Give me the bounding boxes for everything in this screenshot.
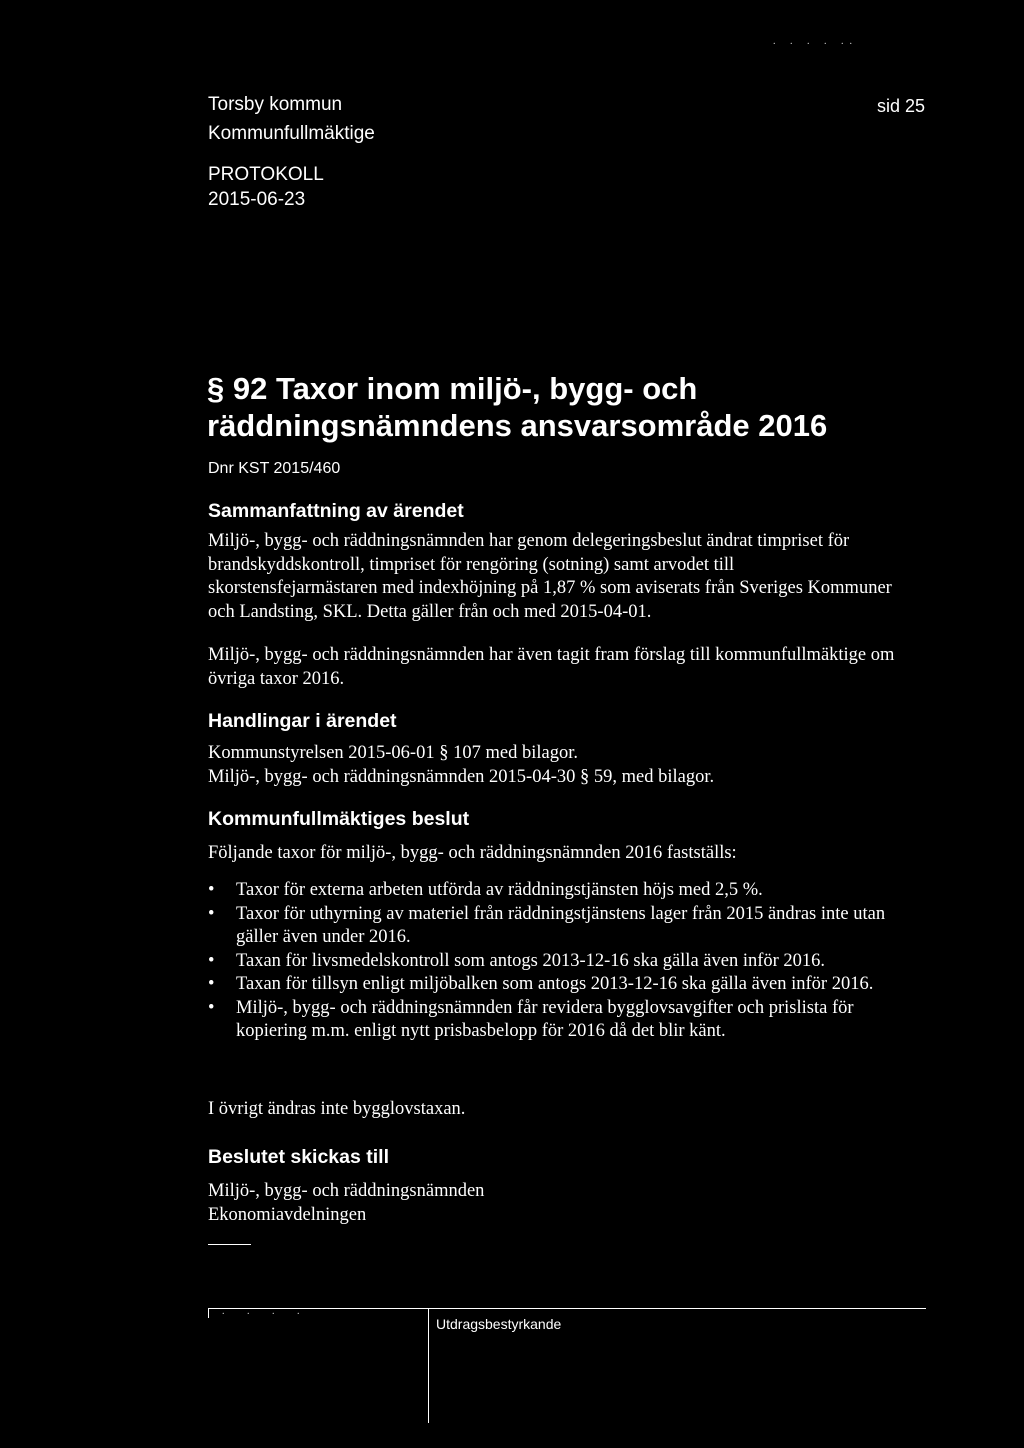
bullet-icon: • bbox=[208, 880, 215, 900]
decision-list bbox=[208, 879, 908, 1044]
page-title: § 92 Taxor inom miljö-, bygg- och räddningsnämndens ansvarsområde 2016 bbox=[207, 371, 828, 443]
case-number: Dnr KST 2015/460 bbox=[208, 460, 341, 477]
list-item-text: Taxor för uthyrning av materiel från räddningstjänstens lager från 2015 ändras inte utan gäller även under 2016. bbox=[236, 903, 886, 947]
header-organization: Torsby kommun bbox=[208, 94, 343, 115]
recipient-1: Miljö-, bygg- och räddningsnämnden bbox=[208, 1181, 485, 1201]
footer-divider bbox=[428, 1308, 429, 1423]
documents-line-2: Miljö-, bygg- och räddningsnämnden 2015-04-30 § 59, med bilagor. bbox=[208, 767, 715, 787]
footer-signature-marks: . . . . bbox=[222, 1306, 310, 1317]
bullet-icon: • bbox=[208, 950, 215, 971]
footer-tick bbox=[208, 1308, 209, 1318]
documents-line-1: Kommunstyrelsen 2015-06-01 § 107 med bilagor. bbox=[208, 743, 578, 763]
list-item bbox=[208, 973, 908, 997]
list-item bbox=[208, 950, 908, 974]
bullet-icon: • bbox=[208, 997, 215, 1018]
summary-paragraph-2: Miljö-, bygg- och räddningsnämnden har även tagit fram förslag till kommunfullmäktige om övriga taxor 2016. bbox=[208, 645, 895, 689]
footer-label: Utdragsbestyrkande bbox=[436, 1316, 562, 1332]
bullet-icon: • bbox=[208, 974, 215, 994]
footer-rule bbox=[208, 1308, 926, 1309]
summary-heading: Sammanfattning av ärendet bbox=[208, 500, 464, 522]
header-date: 2015-06-23 bbox=[208, 189, 306, 210]
recipients-heading: Beslutet skickas till bbox=[208, 1146, 390, 1168]
bullet-icon: • bbox=[208, 903, 215, 924]
decision-closing: I övrigt ändras inte bygglovstaxan. bbox=[208, 1099, 466, 1119]
page-number: sid 25 bbox=[877, 96, 926, 116]
header-doc-type: PROTOKOLL bbox=[208, 164, 324, 185]
list-item-text: Taxor för externa arbeten utförda av räddningstjänsten höjs med 2,5 %. bbox=[236, 880, 763, 900]
summary-paragraph-1: Miljö-, bygg- och räddningsnämnden har genom delegeringsbeslut ändrat timpriset för brandskyddskontroll, timpriset för rengöring (sotning) samt arvodet till skorstensfejarmästaren med indexhöjning på 1,87 % som aviserats från Sveriges Kommuner och Landsting, SKL. Detta gäller från och med 2015-04-01. bbox=[208, 531, 892, 622]
recipient-2: Ekonomiavdelningen bbox=[208, 1205, 367, 1225]
list-item bbox=[208, 997, 908, 1044]
documents-heading: Handlingar i ärendet bbox=[208, 710, 397, 732]
header-body: Kommunfullmäktige bbox=[208, 123, 375, 144]
decision-heading: Kommunfullmäktiges beslut bbox=[208, 808, 470, 830]
list-item bbox=[208, 879, 908, 903]
scan-artifact-marks: . . . . .. bbox=[773, 36, 858, 47]
list-item-text: Miljö-, bygg- och räddningsnämnden får revidera bygglovsavgifter och prislista för kopiering m.m. enligt nytt prisbasbelopp för 2016 då det blir känt. bbox=[236, 997, 854, 1041]
list-item bbox=[208, 903, 908, 950]
decision-intro: Följande taxor för miljö-, bygg- och räddningsnämnden 2016 fastställs: bbox=[208, 843, 737, 863]
divider bbox=[208, 1244, 251, 1245]
list-item-text: Taxan för livsmedelskontroll som antogs 2013-12-16 ska gälla även inför 2016. bbox=[236, 950, 826, 971]
list-item-text: Taxan för tillsyn enligt miljöbalken som antogs 2013-12-16 ska gälla även inför 2016. bbox=[236, 974, 874, 994]
